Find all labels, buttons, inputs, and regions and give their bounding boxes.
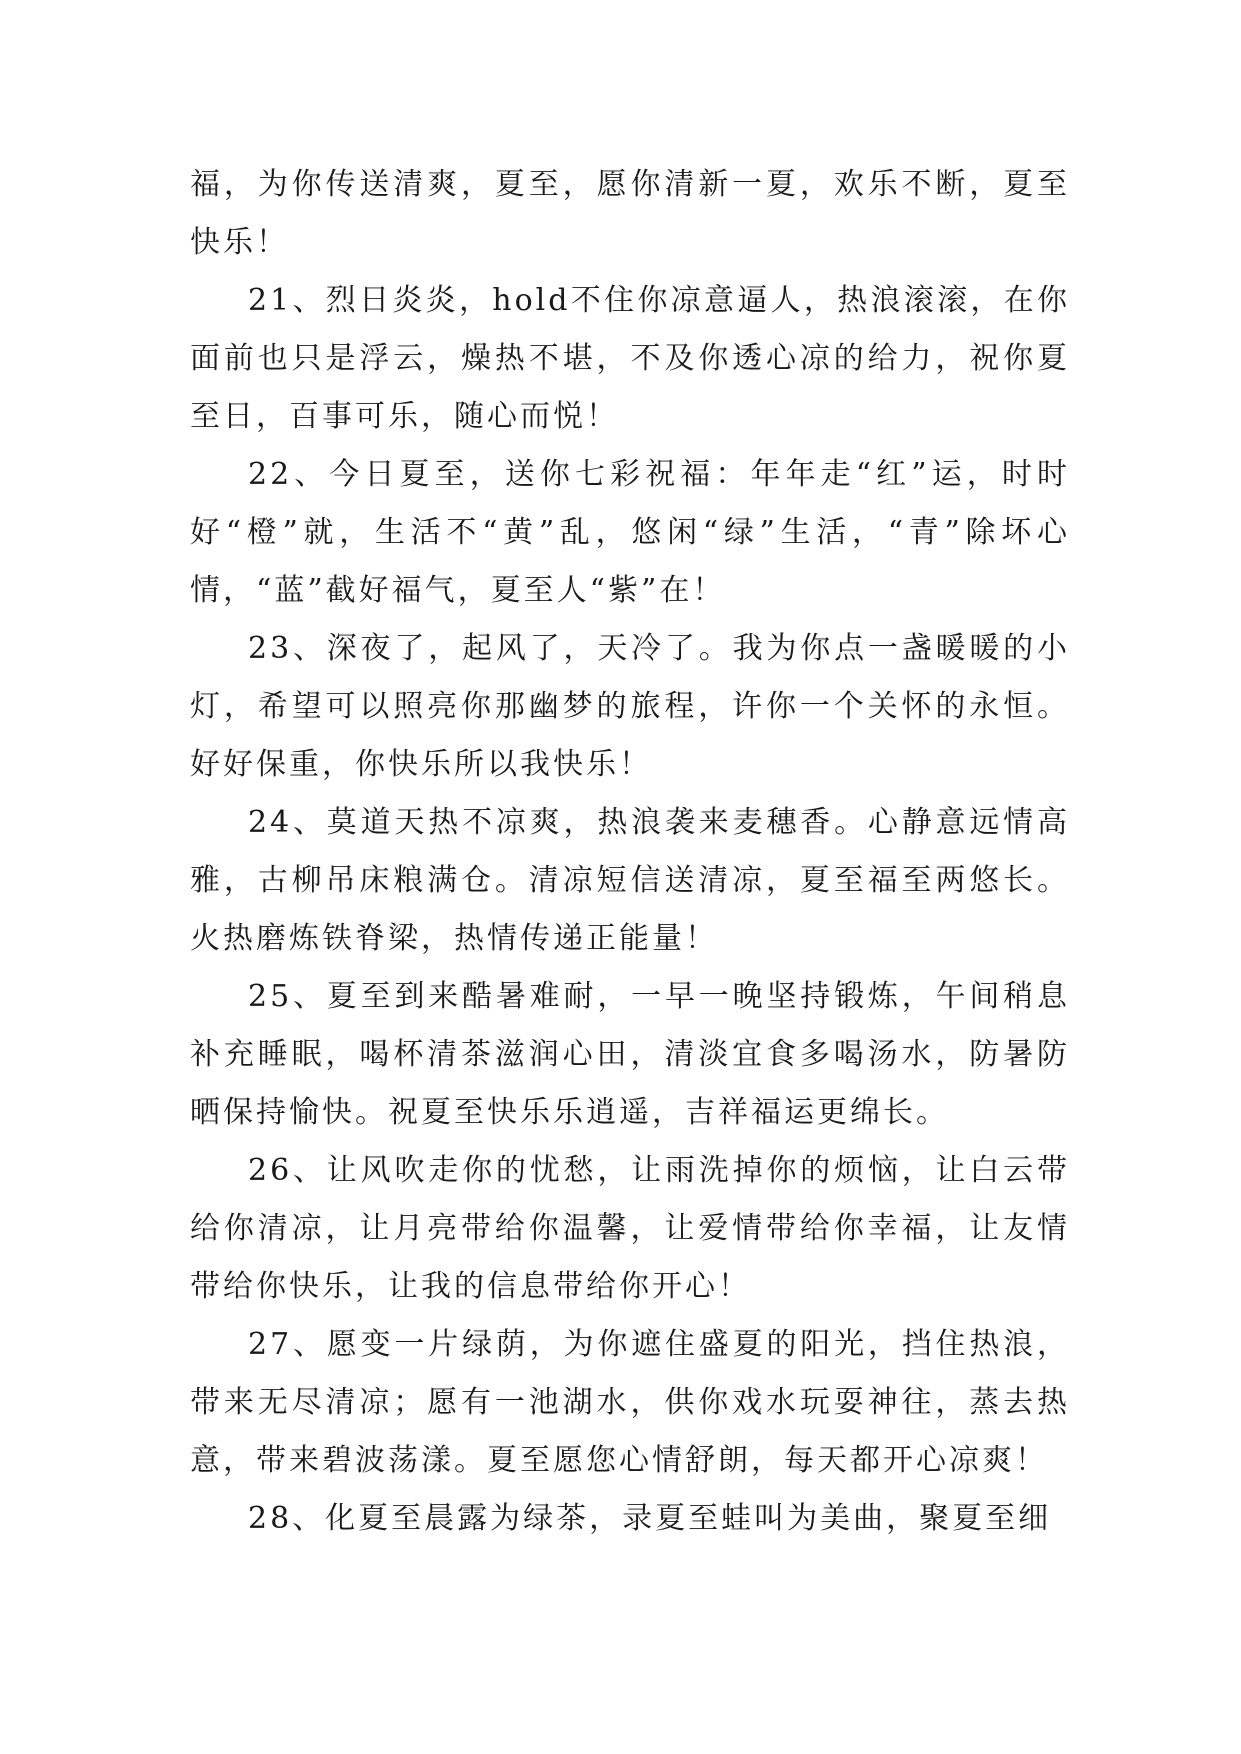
paragraph-26: 26、让风吹走你的忧愁，让雨洗掉你的烦恼，让白云带给你清凉，让月亮带给你温馨，让爱情带给你幸福，让友情带给你快乐，让我的信息带给你开心！ xyxy=(190,1153,1070,1304)
paragraph-22: 22、今日夏至，送你七彩祝福：年年走“红”运，时时好“橙”就，生活不“黄”乱，悠闲“绿”生活，“青”除坏心情，“蓝”截好福气，夏至人“紫”在！ xyxy=(190,457,1070,608)
paragraph-24: 24、莫道天热不凉爽，热浪袭来麦穗香。心静意远情高雅，古柳吊床粮满仓。清凉短信送清凉，夏至福至两悠长。火热磨炼铁脊梁，热情传递正能量！ xyxy=(190,805,1070,956)
document-body xyxy=(190,156,1070,1548)
paragraph-continuation: 福，为你传送清爽，夏至，愿你清新一夏，欢乐不断，夏至快乐！ xyxy=(190,167,1070,260)
paragraph-25: 25、夏至到来酷暑难耐，一早一晚坚持锻炼，午间稍息补充睡眠，喝杯清茶滋润心田，清淡宜食多喝汤水，防暑防晒保持愉快。祝夏至快乐乐逍遥，吉祥福运更绵长。 xyxy=(190,979,1070,1130)
paragraph-23: 23、深夜了，起风了，天冷了。我为你点一盏暖暖的小灯，希望可以照亮你那幽梦的旅程，许你一个关怀的永恒。好好保重，你快乐所以我快乐！ xyxy=(190,631,1070,782)
paragraph-27: 27、愿变一片绿荫，为你遮住盛夏的阳光，挡住热浪，带来无尽清凉；愿有一池湖水，供你戏水玩耍神往，蒸去热意，带来碧波荡漾。夏至愿您心情舒朗，每天都开心凉爽！ xyxy=(190,1327,1070,1478)
paragraph-21: 21、烈日炎炎，hold不住你凉意逼人，热浪滚滚，在你面前也只是浮云，燥热不堪，不及你透心凉的给力，祝你夏至日，百事可乐，随心而悦！ xyxy=(190,283,1070,434)
paragraph-28: 28、化夏至晨露为绿茶，录夏至蛙叫为美曲，聚夏至细 xyxy=(248,1501,1052,1536)
